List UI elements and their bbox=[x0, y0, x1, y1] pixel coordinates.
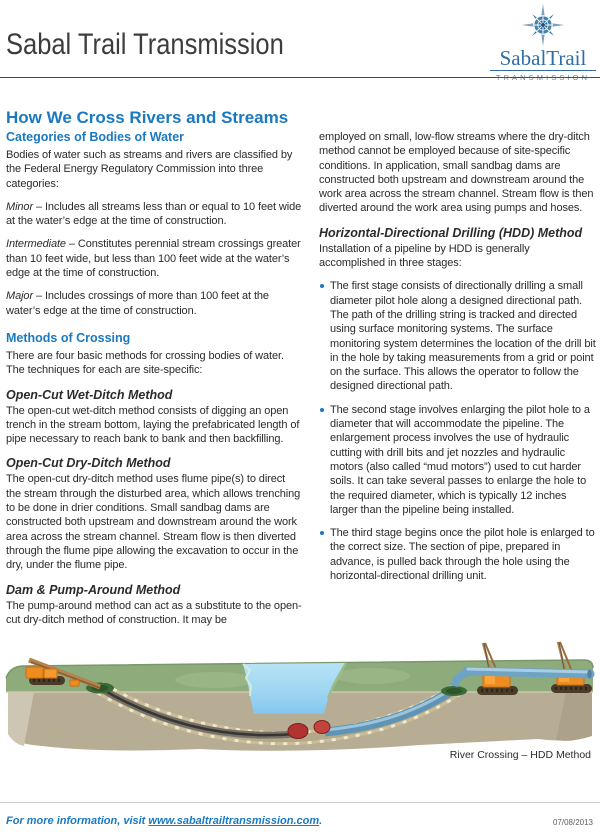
two-column-body bbox=[6, 130, 596, 636]
paragraph: Intermediate – Constitutes perennial stream crossings greater than 10 feet wide, but less than 100 feet wide at the water’s edge at the time of construction. bbox=[6, 238, 301, 280]
paragraph: Bodies of water such as streams and rivers are classified by the Federal Energy Regulatory Commission into three categories: bbox=[6, 149, 293, 190]
bullet-text: The second stage involves enlarging the pilot hole to a diameter that will accommodate the pipeline. The enlargement process involves the use of hydraulic cutting with drill bits and jet nozzles and hydraulic motors (also called “mud motors”) used to cut harder soils. It can take several passes to enlarge the hole to the required diameter, which is typically 12 inches larger than the pipeline being installed. bbox=[330, 403, 590, 516]
paragraph: There are four basic methods for crossing bodies of water. The techniques for each are site-specific: bbox=[6, 349, 284, 377]
exit-pit bbox=[441, 686, 467, 696]
hdd-crossing-illustration bbox=[0, 636, 600, 764]
bullet-item bbox=[319, 526, 596, 583]
paragraph-lead: Intermediate bbox=[6, 238, 69, 251]
logo-subtitle: TRANSMISSION bbox=[495, 73, 591, 82]
footer-suffix: . bbox=[319, 815, 323, 827]
bullet-icon bbox=[320, 408, 324, 412]
header-divider bbox=[0, 77, 600, 78]
method-heading: Open-Cut Wet-Ditch Method bbox=[6, 387, 173, 402]
logo-wordmark: SabalTrail bbox=[490, 47, 596, 71]
paragraph: Minor – Includes all streams less than or equal to 10 feet wide at the water’s edge at the time of construction. bbox=[6, 200, 302, 228]
paragraph: Installation of a pipeline by HDD is generally accomplished in three stages: bbox=[319, 242, 530, 270]
paragraph: employed on small, low-flow streams where the dry-ditch method cannot be employed because of site-specific conditions. In application, small sandbag dams are constructed both upstream and downstream around the work area across the stream channel. Stream flow is then diverted around the work area using pumps and hoses. bbox=[319, 131, 594, 215]
bullet-icon bbox=[320, 531, 324, 535]
paragraph: The open-cut wet-ditch method consists of digging an open trench in the stream bottom, laying the prefabricated length of pipe necessary to reach bank to bank and then backfilling. bbox=[6, 404, 300, 446]
method-heading: Dam & Pump-Around Method bbox=[6, 582, 181, 597]
paragraph: The open-cut dry-ditch method uses flume pipe(s) to direct the stream through the disturbed area, which allows trenching to be done in drier conditions. Small sandbag dams are constructed both upstream and downstream around the work area across the stream channel. Stream flow is then diverted through the flume pipe allowing the excavation to occur in the dry, under the flume pipe. bbox=[6, 473, 301, 572]
section-heading: Categories of Bodies of Water bbox=[6, 130, 185, 144]
sabal-trail-logo bbox=[490, 3, 596, 82]
section-heading: Methods of Crossing bbox=[6, 330, 131, 345]
left-column bbox=[6, 130, 303, 636]
paragraph: Major – Includes crossings of more than 100 feet at the water’s edge at the time of construction. bbox=[6, 290, 269, 317]
method-heading: Horizontal-Directional Drilling (HDD) Method bbox=[319, 225, 583, 240]
right-column bbox=[319, 130, 596, 636]
document-title: Sabal Trail Transmission bbox=[6, 28, 284, 61]
footer-website-link[interactable]: www.sabaltrailtransmission.com bbox=[148, 815, 320, 827]
bullet-item bbox=[319, 403, 596, 517]
bullet-text: The first stage consists of directionally drilling a small diameter pilot hole along a designed directional path. The path of the drilling string is tracked and directed using surface monitoring systems. The surface monitoring system determines the location of the drill bit in the hole by taking measurements from a grid or point on the surface. This allows the operator to follow the designed directional path. bbox=[330, 280, 596, 393]
paragraph-lead: Major bbox=[6, 290, 36, 303]
compass-rose-icon bbox=[490, 3, 596, 47]
paragraph-lead: Minor bbox=[6, 200, 36, 213]
footer-prefix: For more information, visit bbox=[6, 815, 149, 827]
paragraph: The pump-around method can act as a substitute to the open-cut dry-ditch method of construction. It may be bbox=[6, 599, 302, 626]
bullet-item bbox=[319, 279, 596, 393]
page-title: How We Cross Rivers and Streams bbox=[6, 108, 289, 128]
illustration-caption: River Crossing – HDD Method bbox=[449, 749, 591, 761]
bullet-text: The third stage begins once the pilot hole is enlarged to the correct size. The section of pipe, prepared in advance, is pulled back through the hole using the horizontal-directional drilling unit. bbox=[330, 527, 595, 583]
page-footer bbox=[0, 802, 600, 837]
bullet-icon bbox=[320, 284, 324, 288]
footer-date: 07/08/2013 bbox=[552, 818, 593, 827]
method-heading: Open-Cut Dry-Ditch Method bbox=[6, 456, 171, 471]
footer-info-text bbox=[6, 815, 322, 827]
